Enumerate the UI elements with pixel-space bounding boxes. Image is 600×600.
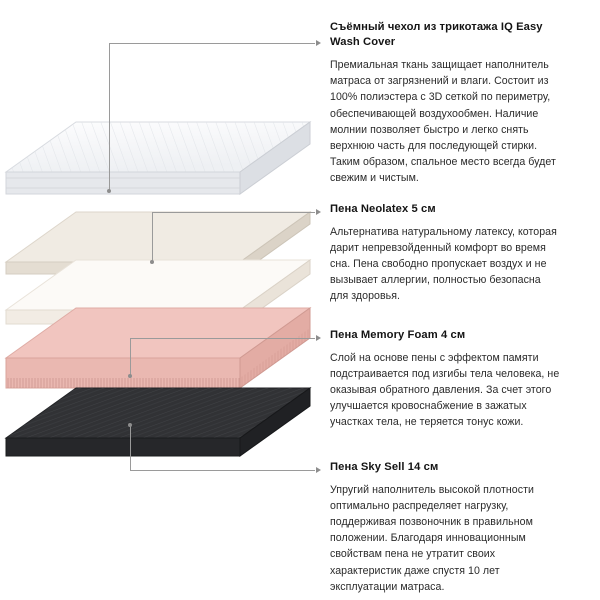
callout-sky-sell-title: Пена Sky Sell 14 см bbox=[330, 461, 439, 473]
callout-memory-foam-body: Слой на основе пены с эффектом памяти подстраивается под изгибы тела человека, не оказывая обратного давления. За счет этого улучшается кровоснабжение в зажатых участках тела, не теряется тонус кожи. bbox=[330, 352, 560, 429]
leader-sky-vertical bbox=[130, 425, 131, 471]
layer-cover bbox=[4, 120, 314, 220]
leader-cover-vertical bbox=[109, 43, 110, 191]
callout-cover-body: Премиальная ткань защищает наполнитель матраса от загрязнений и влаги. Состоит из 100% полиэстера с 3D сеткой по периметру, обеспечивающей воздухообмен. Наличие молнии позволяет быстро и легко снять верхнюю часть для последующей стирки. Таким образом, спальное место всегда будет свежим и чистым. bbox=[330, 59, 556, 184]
arrow-sky bbox=[316, 467, 321, 473]
callout-cover bbox=[330, 20, 560, 186]
leader-sky-horizontal bbox=[130, 470, 315, 471]
leader-neolatex-endpoint bbox=[150, 260, 154, 264]
layer-sky-sell bbox=[4, 386, 314, 496]
callout-memory-foam bbox=[330, 328, 560, 431]
leader-cover-endpoint bbox=[107, 189, 111, 193]
callout-sky-sell-body: Упругий наполнитель высокой плотности оптимально распределяет нагрузку, поддерживая позвоночник в правильном положении. Благодаря инновационным свойствам пена не утратит своих характеристик даже спустя 10 лет эксплуатации матраса. bbox=[330, 484, 534, 593]
leader-memory-endpoint bbox=[128, 374, 132, 378]
callout-neolatex bbox=[330, 202, 560, 305]
arrow-memory bbox=[316, 335, 321, 341]
leader-memory-horizontal bbox=[130, 338, 315, 339]
arrow-cover bbox=[316, 40, 321, 46]
arrow-neolatex bbox=[316, 209, 321, 215]
leader-neolatex-vertical bbox=[152, 212, 153, 262]
callout-cover-title: Съёмный чехол из трикотажа IQ Easy Wash Cover bbox=[330, 21, 543, 49]
callout-memory-foam-title: Пена Memory Foam 4 см bbox=[330, 329, 466, 341]
callout-neolatex-body: Альтернатива натуральному латексу, которая дарит непревзойденный комфорт во время сна. Пена свободно пропускает воздух и не вызывает аллергии, полностью безопасна для здоровья. bbox=[330, 226, 557, 303]
leader-sky-endpoint bbox=[128, 423, 132, 427]
callout-sky-sell bbox=[330, 460, 560, 595]
leader-memory-vertical bbox=[130, 338, 131, 376]
leader-neolatex-horizontal bbox=[152, 212, 315, 213]
leader-cover-horizontal bbox=[109, 43, 315, 44]
callout-neolatex-title: Пена Neolatex 5 см bbox=[330, 203, 436, 215]
